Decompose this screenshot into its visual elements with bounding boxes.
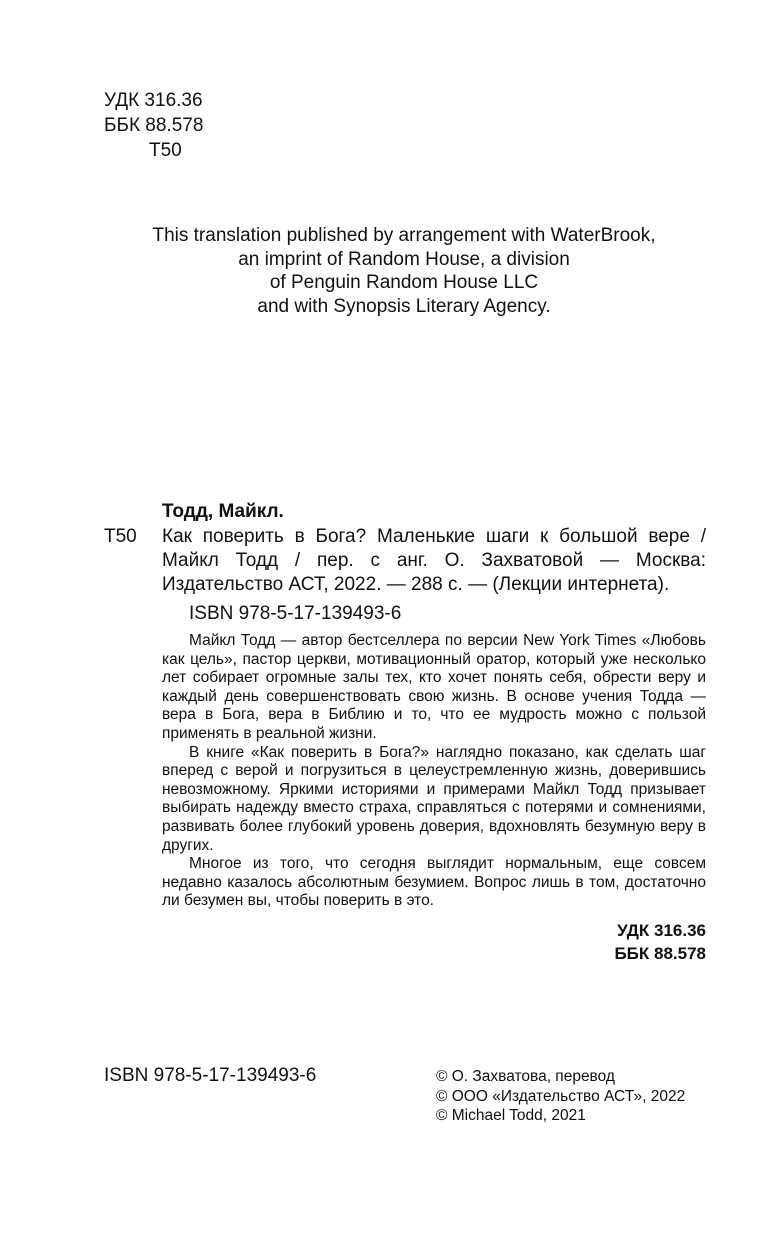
udk-code: УДК 316.36 <box>104 90 203 111</box>
author-sign: Т50 <box>149 140 182 161</box>
translation-line: and with Synopsis Literary Agency. <box>257 295 551 317</box>
card-bbk-code: ББК 88.578 <box>614 943 706 963</box>
card-isbn: ISBN 978-5-17-139493-6 <box>189 603 402 624</box>
card-udk-code: УДК 316.36 <box>617 920 706 940</box>
translation-line: of Penguin Random House LLC <box>269 272 539 293</box>
classification-bottom <box>104 919 706 965</box>
translation-line: This translation published by arrangement with WaterBrook, <box>152 225 656 246</box>
classification-top <box>104 88 203 163</box>
annotation <box>104 632 706 911</box>
card-author: Тодд, Майкл. <box>162 501 284 522</box>
translation-notice <box>60 224 748 318</box>
bibliographic-description <box>104 525 706 597</box>
copyright-block <box>436 1067 685 1126</box>
copyright-line: © О. Захватова, перевод <box>436 1068 615 1085</box>
footer-isbn: ISBN 978-5-17-139493-6 <box>104 1065 317 1086</box>
translation-line: an imprint of Random House, a division <box>238 248 570 270</box>
annotation-paragraph: В книге «Как поверить в Бога?» наглядно показано, как сделать шаг вперед с верой и погрузиться в целеустремленную жизнь, доверившись невозможному. Яркими историями и примерами Майкл Тодд призывает выбирать надежду вместо страха, справляться с потерями и сомнениями, развивать более глубокий уровень доверия, вдохновлять безумную веру в других. <box>162 743 706 854</box>
annotation-paragraph: Многое из того, что сегодня выглядит нормальным, еще совсем недавно казалось абсолютным безумием. Вопрос лишь в том, достаточно ли безумен вы, чтобы поверить в это. <box>162 855 706 910</box>
annotation-paragraph: Майкл Тодд — автор бестселлера по версии New York Times «Любовь как цель», пастор церкви, мотивационный оратор, который уже несколько лет собирает огромные залы тех, кто хочет понять себя, обрести веру и каждый день совершенствовать свою жизнь. В основе учения Тодда — вера в Бога, вера в Библию и то, что ее мудрость можно с пользой применять в реальной жизни. <box>162 632 706 742</box>
catalog-card <box>104 500 706 965</box>
copyright-line: © ООО «Издательство АСТ», 2022 <box>436 1087 686 1105</box>
bibliographic-text: Как поверить в Бога? Маленькие шаги к большой вере / Майкл Тодд / пер. с анг. О. Захватовой — Москва: Издательство АСТ, 2022. — 288 с. — (Лекции интернета). <box>162 526 706 595</box>
card-author-sign: Т50 <box>104 526 137 547</box>
bbk-code: ББК 88.578 <box>104 115 204 136</box>
copyright-line: © Michael Todd, 2021 <box>436 1107 586 1124</box>
